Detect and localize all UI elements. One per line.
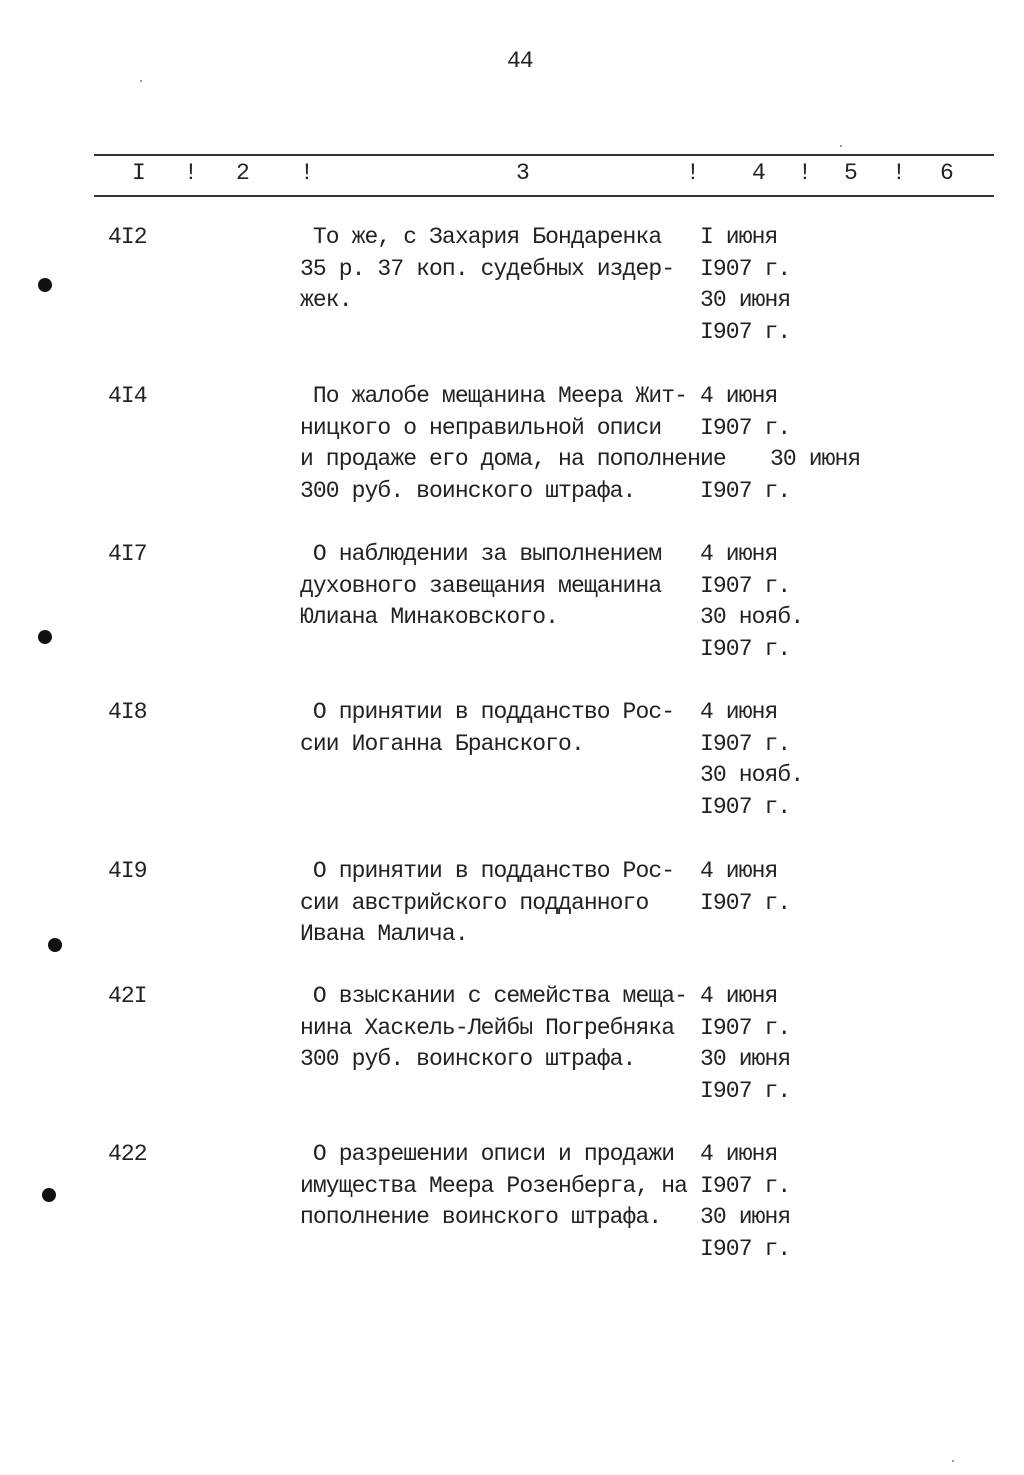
record-dates (700, 381, 860, 507)
punch-hole-mark (38, 630, 52, 644)
record-number: 4I9 (108, 858, 147, 884)
column-separator: ! (686, 160, 700, 186)
punch-hole-mark (42, 1188, 56, 1202)
date-line: I907 г. (700, 414, 791, 441)
record-number: 4I2 (108, 224, 147, 250)
record-number: 422 (108, 1141, 147, 1167)
column-header-2: 2 (236, 160, 250, 186)
description-line: ницкого о неправильной описи (300, 414, 662, 441)
header-top-rule (94, 154, 994, 156)
date-line: 4 июня (700, 699, 778, 725)
date-line: 4 июня (700, 1141, 778, 1167)
description-line: сии австрийского подданного (300, 889, 649, 916)
date-line: I907 г. (700, 1014, 791, 1041)
column-separator: ! (892, 160, 906, 186)
speck (952, 1460, 954, 1462)
description-line: О принятии в подданство Рос- (300, 858, 675, 884)
record-description (300, 222, 674, 317)
punch-hole-mark (48, 938, 62, 952)
date-line: 4 июня (700, 383, 778, 409)
date-line: I907 г. (700, 730, 791, 757)
date-line: I907 г. (700, 889, 791, 916)
column-header-4: 4 (752, 160, 766, 186)
column-separator: ! (300, 160, 314, 186)
description-line: О принятии в подданство Рос- (300, 699, 675, 725)
column-header-5: 5 (844, 160, 858, 186)
date-line: 30 июня (700, 1204, 791, 1230)
date-line: 4 июня (700, 983, 778, 1009)
column-header-3: 3 (516, 160, 530, 186)
record-number: 4I7 (108, 541, 147, 567)
punch-hole-mark (38, 278, 52, 292)
description-line: духовного завещания мещанина (300, 572, 662, 599)
description-line: Ивана Малича. (300, 921, 468, 947)
description-line: О наблюдении за выполнением (300, 541, 662, 567)
record-dates (700, 1139, 790, 1265)
description-line: сии Иоганна Бранского. (300, 730, 584, 757)
record-description (300, 539, 661, 634)
column-header-6: 6 (940, 160, 954, 186)
date-line: I907 г. (700, 1077, 791, 1104)
date-line: I907 г. (700, 1172, 791, 1199)
record-number: 4I4 (108, 383, 147, 409)
date-line: 4 июня (700, 541, 778, 567)
column-header-I: I (132, 160, 146, 186)
description-line: пополнение воинского штрафа. (300, 1204, 662, 1230)
record-number: 4I8 (108, 699, 147, 725)
record-dates (700, 222, 790, 348)
date-line: I907 г. (700, 635, 791, 662)
description-line: 300 руб. воинского штрафа. (300, 1046, 636, 1072)
record-dates (700, 539, 803, 665)
date-line: I907 г. (700, 1235, 791, 1262)
header-bottom-rule (94, 195, 994, 197)
description-line: имущества Меера Розенберга, на (300, 1172, 688, 1199)
record-description (300, 697, 674, 760)
date-line: I907 г. (700, 793, 791, 820)
date-line: 30 нояб. (700, 604, 804, 630)
date-line: I907 г. (700, 572, 791, 599)
page-number: 44 (507, 48, 533, 74)
date-line: I907 г. (700, 477, 791, 504)
date-line: I907 г. (700, 318, 791, 345)
record-dates (700, 856, 790, 919)
speck (840, 145, 842, 147)
record-dates (700, 697, 803, 823)
description-line: О разрешении описи и продажи (300, 1141, 675, 1167)
record-description (300, 1139, 687, 1234)
description-line: жек. (300, 287, 352, 313)
record-description (300, 981, 687, 1076)
description-line: нина Хаскель-Лейбы Погребняка (300, 1014, 675, 1041)
date-line: 30 июня (700, 1046, 791, 1072)
date-line: I июня (700, 224, 778, 250)
date-line: 30 нояб. (700, 762, 804, 788)
description-line: По жалобе мещанина Меера Жит- (300, 383, 688, 409)
description-line: 35 р. 37 коп. судебных издер- (300, 255, 675, 282)
record-dates (700, 981, 790, 1107)
description-line: Юлиана Минаковского. (300, 604, 559, 630)
date-line: 30 июня (700, 287, 791, 313)
column-separator: ! (184, 160, 198, 186)
column-separator: ! (798, 160, 812, 186)
description-line: О взыскании с семейства меща- (300, 983, 688, 1009)
record-description (300, 381, 726, 507)
record-description (300, 856, 674, 951)
speck (140, 80, 142, 82)
description-line: 300 руб. воинского штрафа. (300, 477, 636, 504)
description-line: и продаже его дома, на пополнение (300, 446, 726, 472)
description-line: То же, с Захария Бондаренка (300, 224, 662, 250)
date-line: 30 июня (770, 446, 861, 472)
date-line: I907 г. (700, 255, 791, 282)
record-number: 42I (108, 983, 147, 1009)
date-line: 4 июня (700, 858, 778, 884)
